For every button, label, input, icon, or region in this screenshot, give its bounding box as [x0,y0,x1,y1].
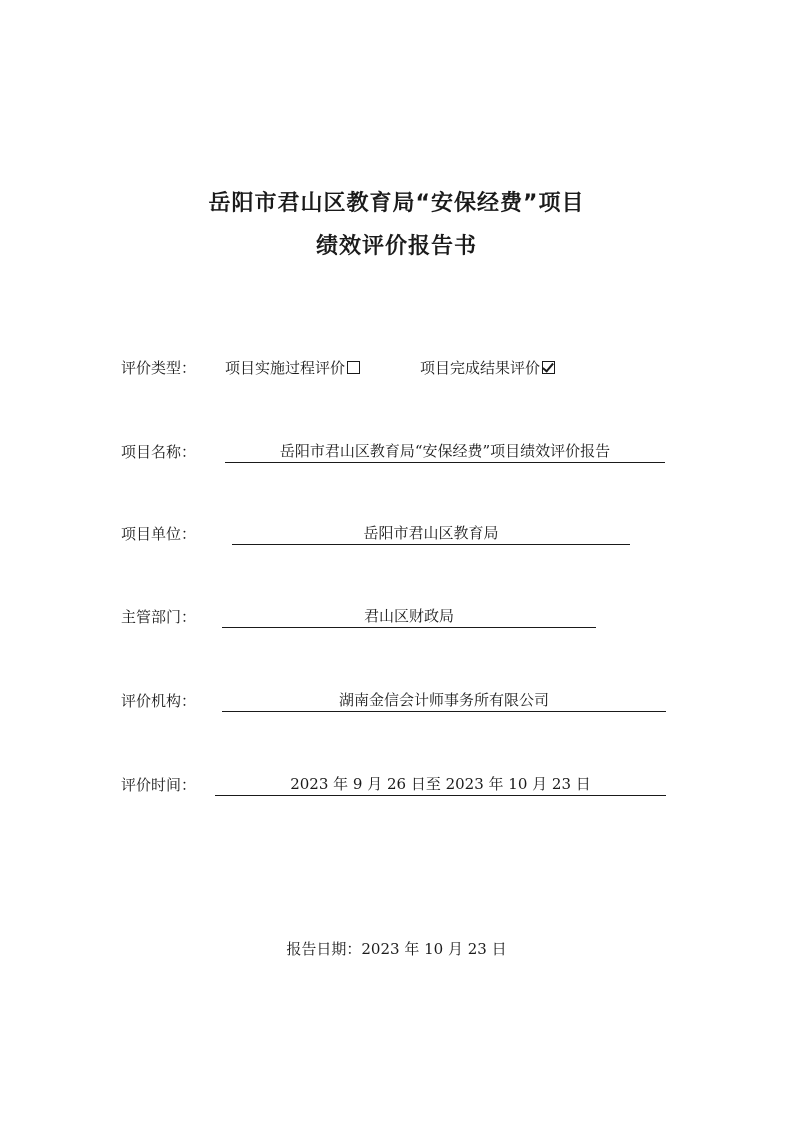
eval-type-option-process [225,356,360,380]
project-unit-value: 岳阳市君山区教育局 [232,522,630,545]
document-title-line2: 绩效评价报告书 [315,234,477,259]
eval-type-option-process-label: 项目实施过程评价 [225,359,346,377]
eval-type-option-result [420,356,555,380]
project-name-row [121,440,671,464]
eval-type-row [121,356,681,380]
project-unit-row [121,522,641,546]
eval-time-row [121,773,671,797]
project-unit-label: 项目单位： [121,525,197,543]
project-name-value: 岳阳市君山区教育局“安保经费”项目绩效评价报告 [225,440,665,463]
department-value: 君山区财政局 [222,605,596,628]
document-title-line1: 岳阳市君山区教育局“安保经费”项目 [208,191,585,216]
report-date: 报告日期：2023 年 10 月 23 日 [286,940,507,958]
checkbox-result-checked-icon [542,361,555,374]
department-label: 主管部门： [121,608,197,626]
department-row [121,605,601,629]
project-name-label: 项目名称： [121,443,197,461]
eval-type-label: 评价类型： [121,359,197,377]
eval-time-label: 评价时间： [121,776,197,794]
eval-time-value: 2023 年 9 月 26 日至 2023 年 10 月 23 日 [215,773,666,796]
eval-agency-row [121,689,671,713]
eval-agency-label: 评价机构： [121,692,197,710]
checkbox-process [347,361,360,374]
eval-agency-value: 湖南金信会计师事务所有限公司 [222,689,666,712]
eval-type-option-result-label: 项目完成结果评价 [420,359,541,377]
